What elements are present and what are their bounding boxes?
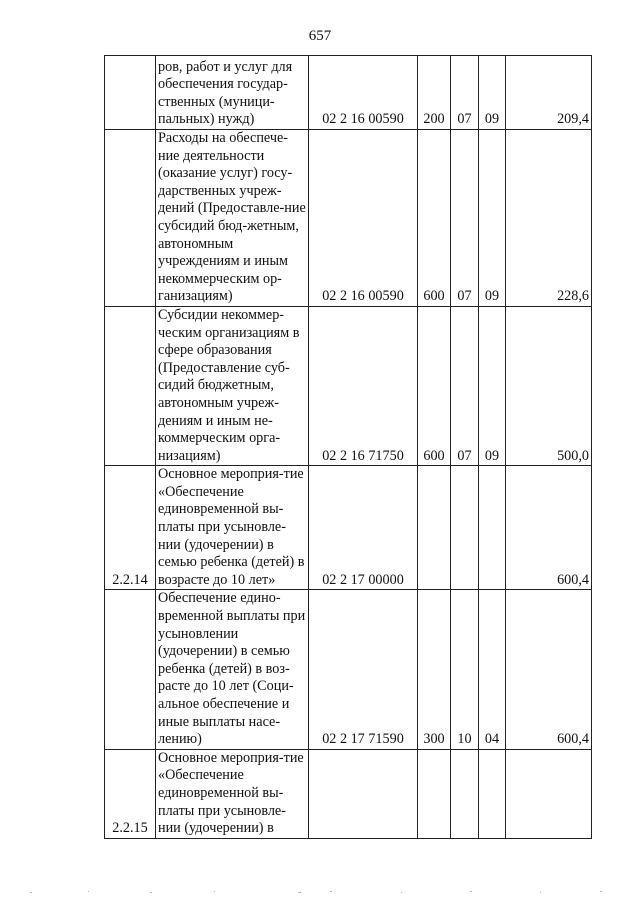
row-expense-type-cell	[418, 466, 451, 590]
row-code-cell: 02 2 17 00000	[309, 466, 418, 590]
row-name-cell: Субсидии некоммер-ческим организациям в сфере образования (Предоставление суб-сидий бюджетным, автономным учреж-дениям и иным не-коммерческим орга-низациям)	[156, 306, 309, 465]
row-subsection-cell: 09	[479, 56, 506, 130]
row-number-cell	[105, 306, 156, 465]
row-amount-cell: 600,4	[506, 590, 592, 749]
row-amount-cell: 228,6	[506, 130, 592, 307]
page-number: 657	[308, 28, 332, 44]
table-row	[105, 306, 592, 465]
row-subsection-cell: 09	[479, 130, 506, 307]
row-number-cell: 2.2.14	[105, 466, 156, 590]
table-row	[105, 590, 592, 749]
row-code-cell: 02 2 16 00590	[309, 56, 418, 130]
scan-artifact-line	[0, 889, 640, 895]
row-amount-cell: 500,0	[506, 306, 592, 465]
row-expense-type-cell	[418, 749, 451, 838]
row-subsection-cell	[479, 466, 506, 590]
row-section-cell	[451, 466, 479, 590]
row-expense-type-cell: 200	[418, 56, 451, 130]
row-section-cell: 07	[451, 56, 479, 130]
row-amount-cell	[506, 749, 592, 838]
row-subsection-cell	[479, 749, 506, 838]
row-amount-cell: 209,4	[506, 56, 592, 130]
table-body	[105, 56, 592, 839]
row-expense-type-cell: 600	[418, 306, 451, 465]
row-subsection-cell: 04	[479, 590, 506, 749]
row-code-cell: 02 2 16 00590	[309, 130, 418, 307]
row-name-cell: Основное мероприя-тие «Обеспечение единовременной вы-платы при усыновле-нии (удочерении) в	[156, 749, 309, 838]
row-number-cell	[105, 130, 156, 307]
row-number-cell: 2.2.15	[105, 749, 156, 838]
row-section-cell: 07	[451, 306, 479, 465]
row-code-cell: 02 2 16 71750	[309, 306, 418, 465]
table-row	[105, 130, 592, 307]
row-name-cell: Обеспечение едино-временной выплаты при усыновлении (удочерении) в семью ребенка (детей) в воз-расте до 10 лет (Соци-альное обеспечение и иные выплаты насе-лению)	[156, 590, 309, 749]
budget-table	[104, 55, 592, 839]
row-expense-type-cell: 600	[418, 130, 451, 307]
row-section-cell: 10	[451, 590, 479, 749]
row-name-cell: ров, работ и услуг для обеспечения государ-ственных (муници-пальных) нужд)	[156, 56, 309, 130]
row-code-cell	[309, 749, 418, 838]
row-amount-cell: 600,4	[506, 466, 592, 590]
row-name-cell: Основное мероприя-тие «Обеспечение единовременной вы-платы при усыновле-нии (удочерении) в семью ребенка (детей) в возрасте до 10 лет»	[156, 466, 309, 590]
row-section-cell	[451, 749, 479, 838]
row-section-cell: 07	[451, 130, 479, 307]
row-code-cell: 02 2 17 71590	[309, 590, 418, 749]
row-number-cell	[105, 590, 156, 749]
row-name-cell: Расходы на обеспече-ние деятельности (оказание услуг) госу-дарственных учреж-дений (Предоставле-ние субсидий бюд-жетным, автономным учреждениям и иным некоммерческим ор-ганизациям)	[156, 130, 309, 307]
table-row	[105, 749, 592, 838]
table-row	[105, 56, 592, 130]
row-number-cell	[105, 56, 156, 130]
table-row	[105, 466, 592, 590]
row-expense-type-cell: 300	[418, 590, 451, 749]
row-subsection-cell: 09	[479, 306, 506, 465]
